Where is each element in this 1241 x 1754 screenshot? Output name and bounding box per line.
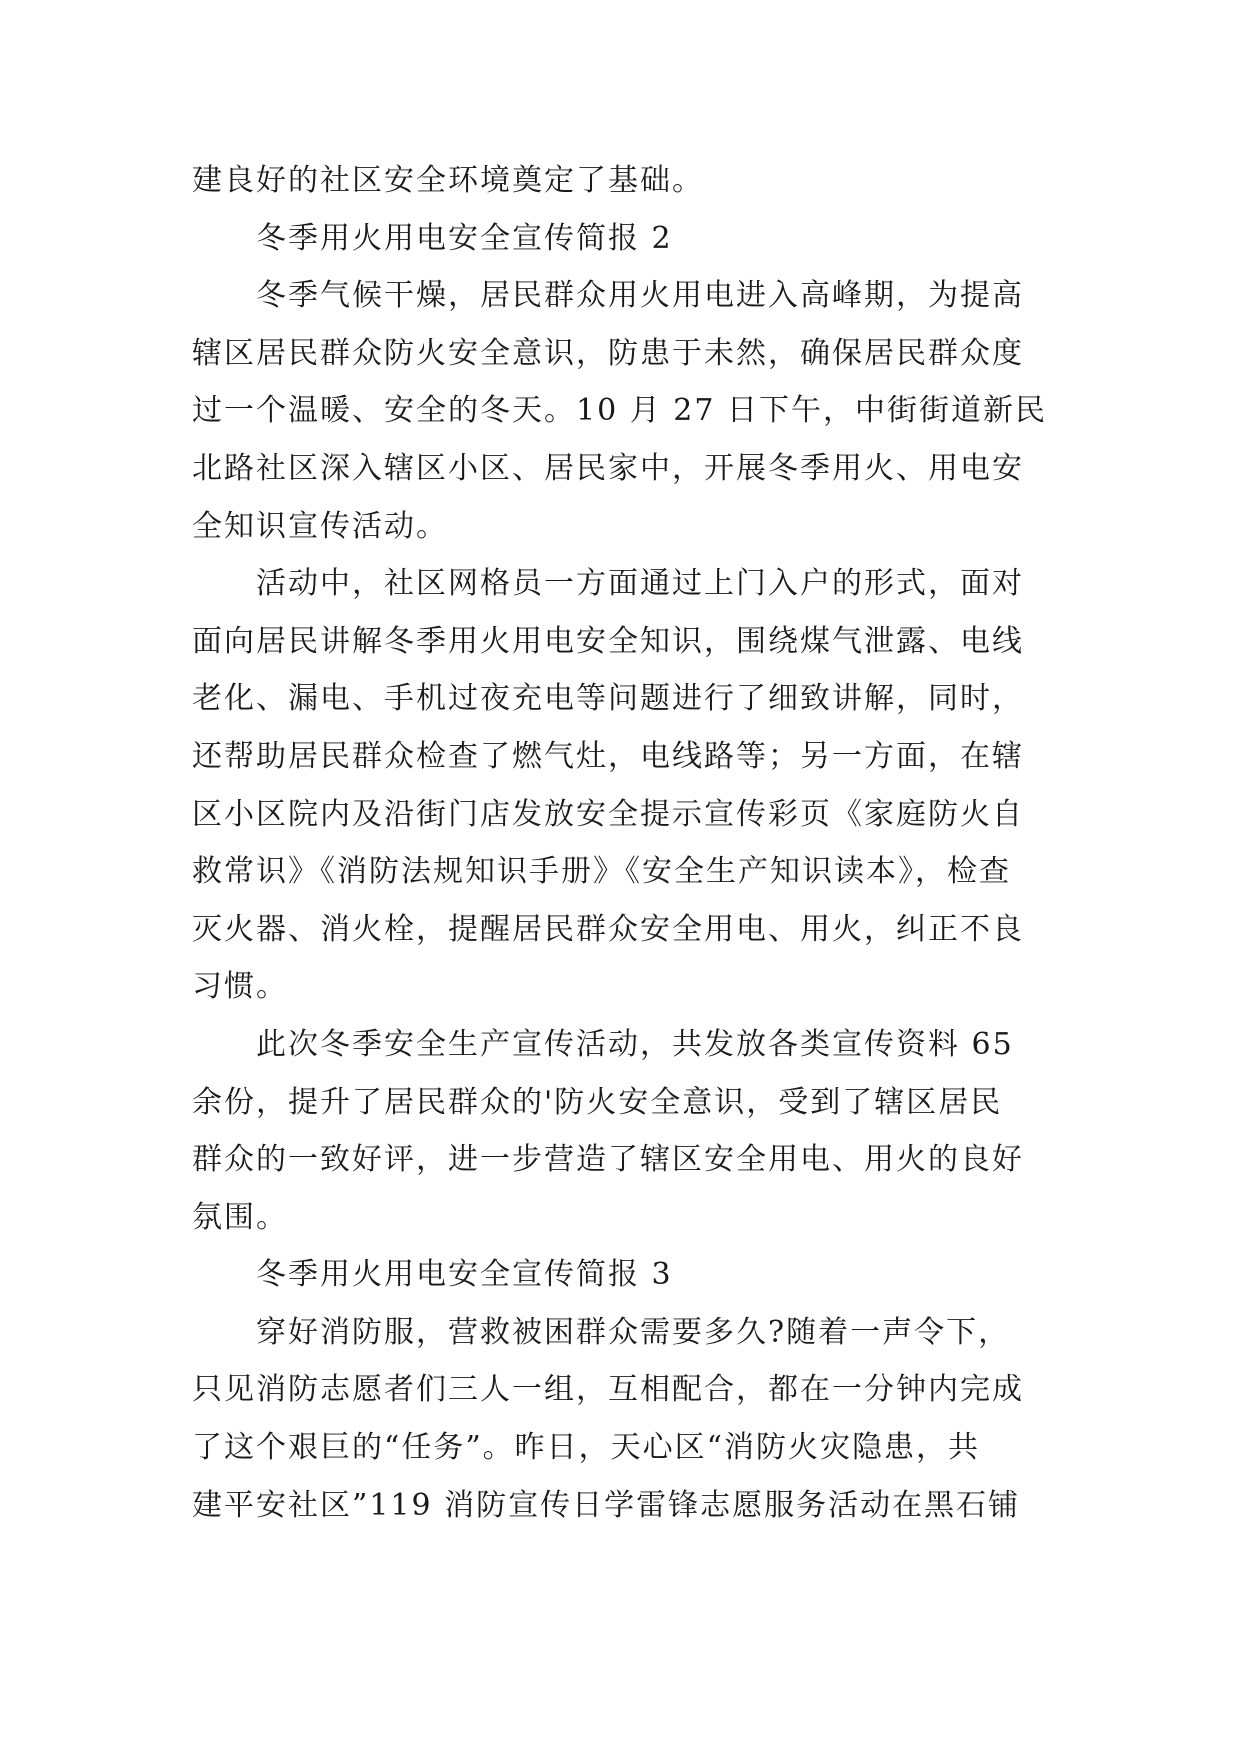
text-line: 余份，提升了居民群众的'防火安全意识，受到了辖区居民 (192, 1084, 1003, 1120)
text-line: 群众的一致好评，进一步营造了辖区安全用电、用火的良好 (192, 1142, 1024, 1178)
text-line: 还帮助居民群众检查了燃气灶，电线路等；另一方面，在辖 (192, 738, 1024, 774)
text-line: 辖区居民群众防火安全意识，防患于未然，确保居民群众度 (192, 335, 1024, 371)
text-line: 灭火器、消火栓，提醒居民群众安全用电、用火，纠正不良 (192, 911, 1024, 947)
text-line: 只见消防志愿者们三人一组，互相配合，都在一分钟内完成 (192, 1372, 1024, 1408)
text-line: 北路社区深入辖区小区、居民家中，开展冬季用火、用电安 (192, 450, 1024, 486)
text-line: 建良好的社区安全环境奠定了基础。 (192, 163, 704, 198)
text-line: 氛围。 (192, 1199, 288, 1235)
text-line: 全知识宣传活动。 (192, 508, 448, 544)
text-line: 冬季气候干燥，居民群众用火用电进入高峰期，为提高 (256, 278, 1024, 314)
text-line: 此次冬季安全生产宣传活动，共发放各类宣传资料 65 (256, 1026, 1014, 1062)
text-line: 老化、漏电、手机过夜充电等问题进行了细致讲解，同时， (192, 681, 1024, 717)
text-line: 活动中，社区网格员一方面通过上门入户的形式，面对 (256, 566, 1024, 602)
text-line: 区小区院内及沿街门店发放安全提示宣传彩页《家庭防火自 (192, 796, 1024, 832)
text-line: 冬季用火用电安全宣传简报 3 (256, 1257, 673, 1293)
text-line: 面向居民讲解冬季用火用电安全知识，围绕煤气泄露、电线 (192, 623, 1024, 659)
text-line: 救常识》《消防法规知识手册》《安全生产知识读本》，检查 (192, 854, 1011, 890)
text-line: 冬季用火用电安全宣传简报 2 (256, 220, 673, 256)
document-body (192, 152, 1072, 1534)
text-line: 过一个温暖、安全的冬天。10 月 27 日下午，中街街道新民 (192, 393, 1047, 429)
text-line: 穿好消防服，营救被困群众需要多久?随着一声令下， (256, 1314, 1011, 1350)
text-line: 习惯。 (192, 969, 288, 1005)
text-line: 了这个艰巨的“任务”。昨日，天心区“消防火灾隐患，共 (192, 1430, 981, 1466)
text-line: 建平安社区”119 消防宣传日学雷锋志愿服务活动在黑石铺 (192, 1487, 1021, 1523)
